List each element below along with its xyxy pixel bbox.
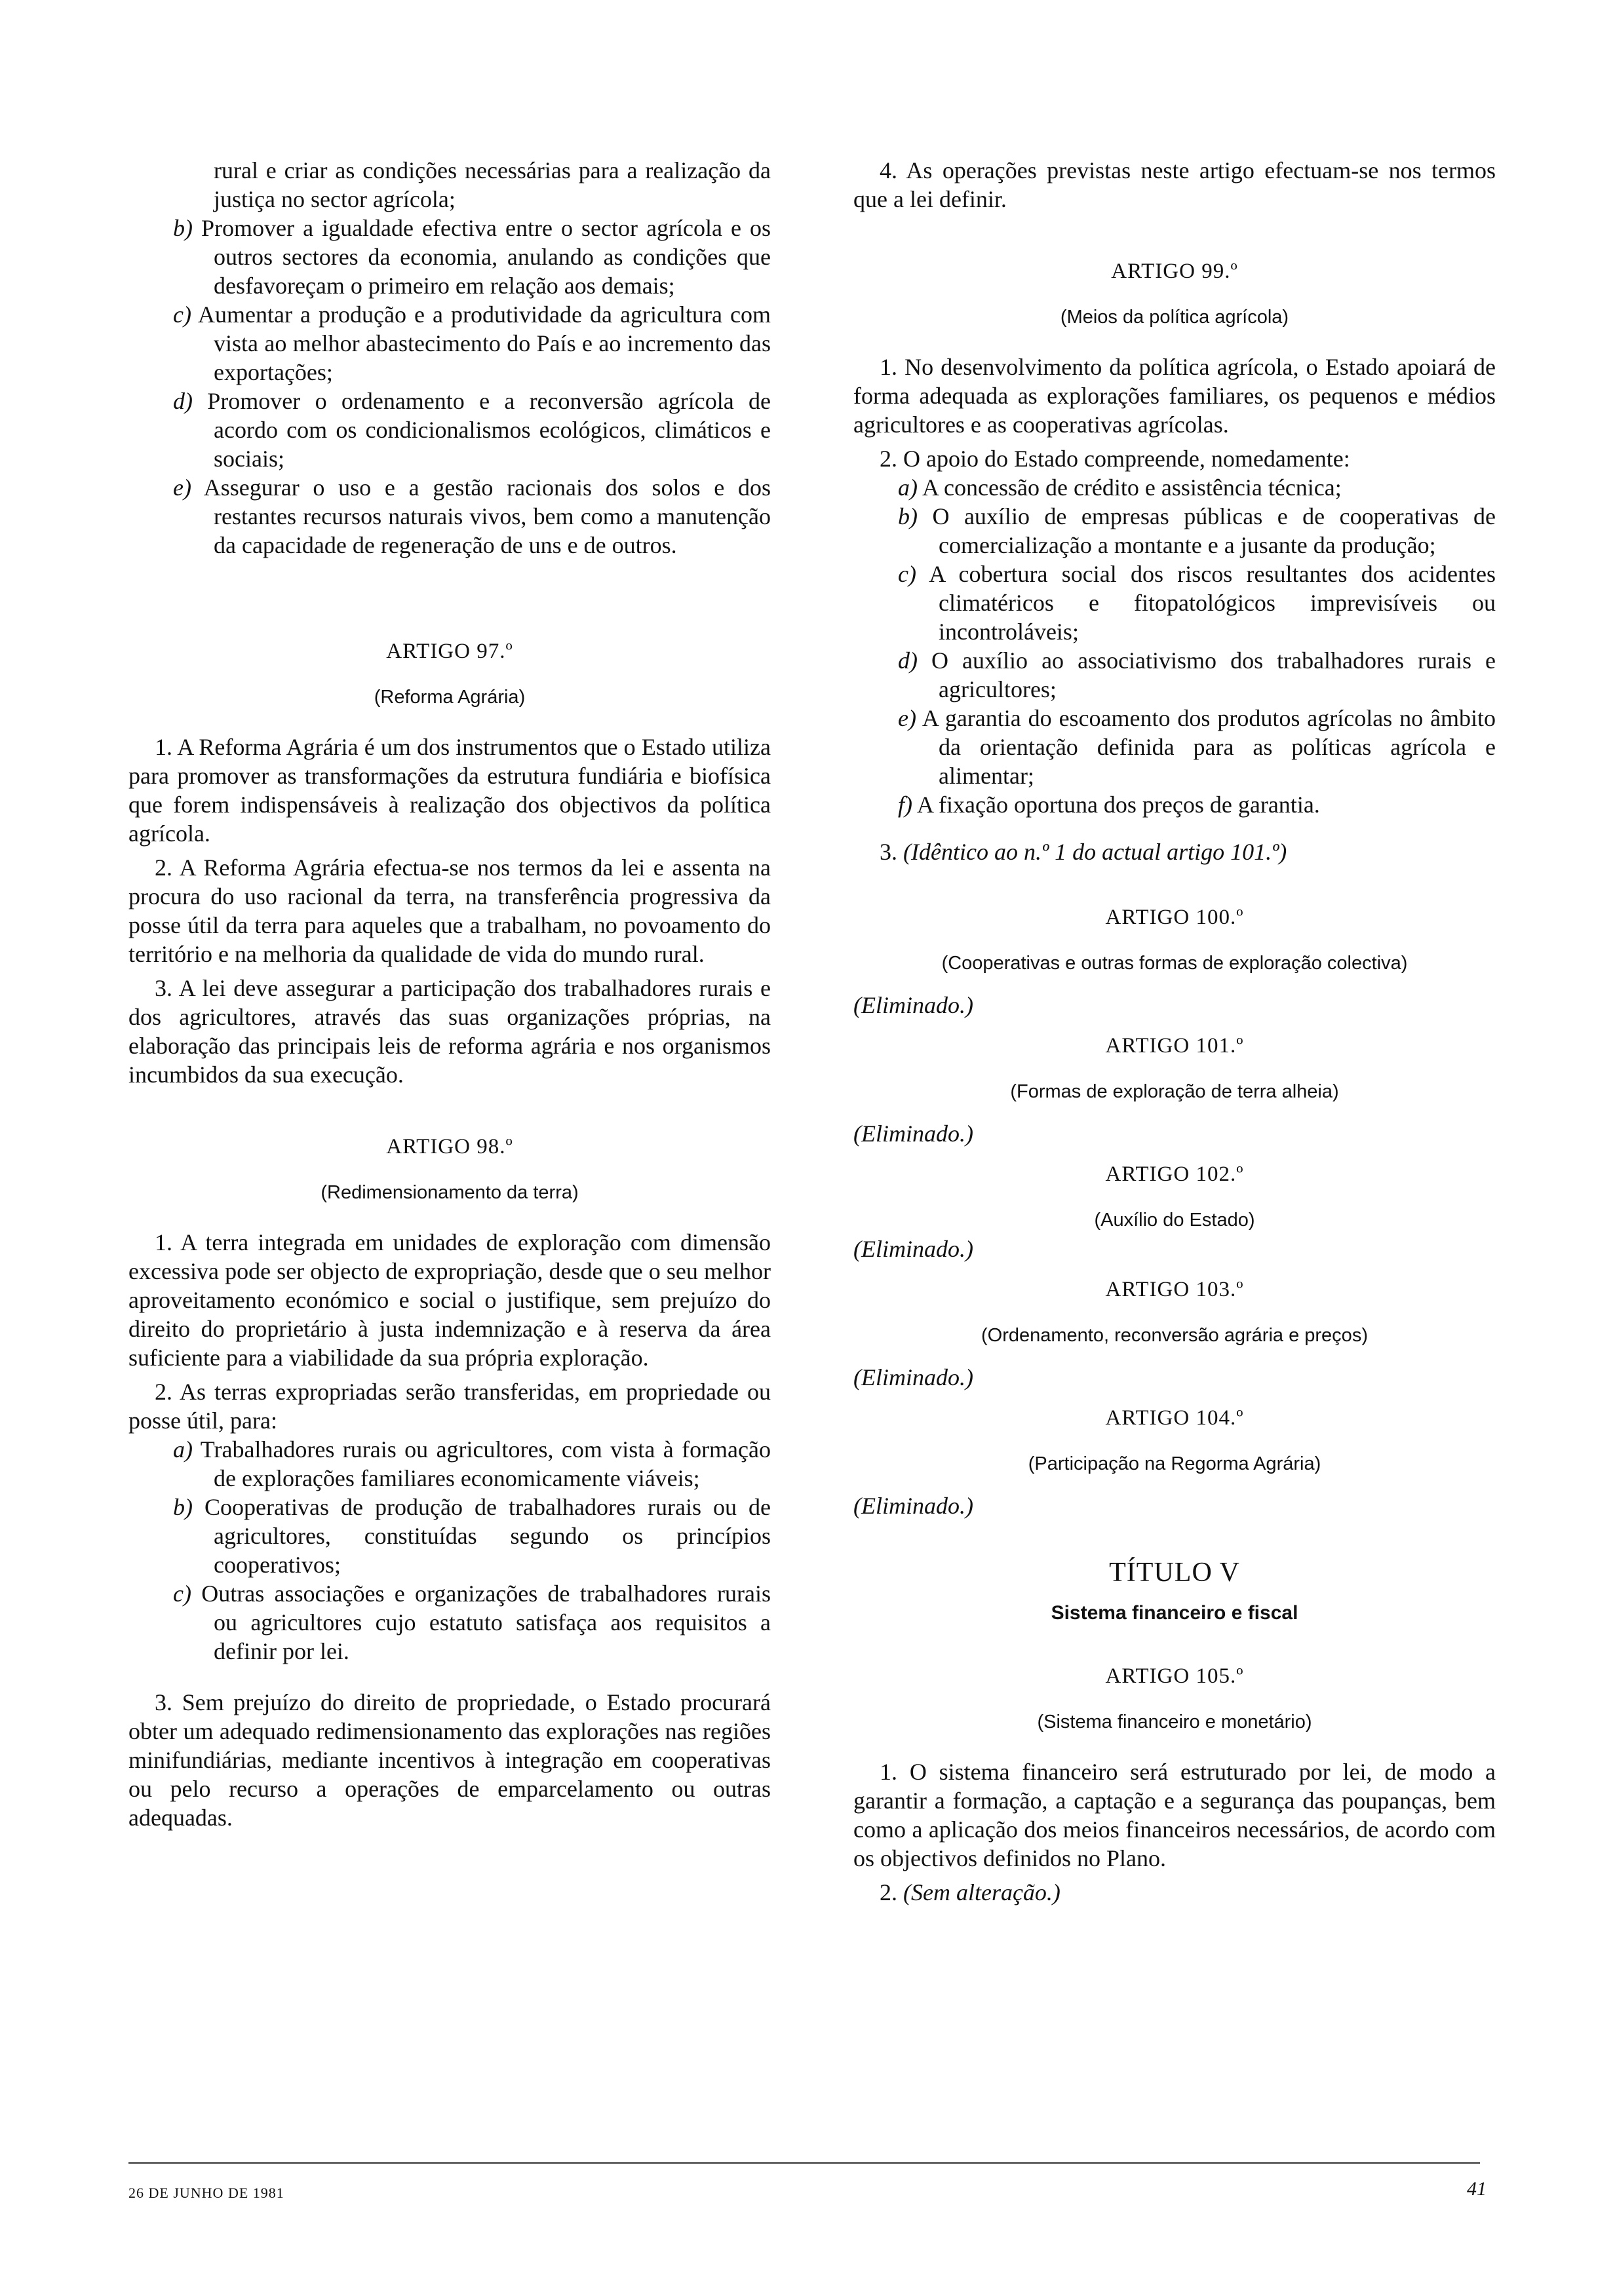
article-99-item-b: b) O auxílio de empresas públicas e de cooperativas de comercialização a montante e a jusante da produção; xyxy=(898,503,1496,558)
article-99-item-e: e) A garantia do escoamento dos produtos agrícolas no âmbito da orientação definida para as políticas agrícola e alimentar; xyxy=(898,705,1496,789)
article-99-subheading: (Meios da política agrícola) xyxy=(1060,307,1289,328)
article-104-subheading: (Participação na Regorma Agrária) xyxy=(1028,1453,1321,1474)
list-item-e: e) Assegurar o uso e a gestão racionais dos solos e dos restantes recursos naturais vivos, bem como a manutenção da capacidade de regeneração de uns e de outros. xyxy=(173,474,771,558)
article-105-subheading: (Sistema financeiro e monetário) xyxy=(1037,1712,1312,1732)
article-97-heading: ARTIGO 97.º xyxy=(386,640,513,663)
article-98-paragraph-1: 1. A terra integrada em unidades de exploração com dimensão excessiva pode ser objecto de expropriação, desde que o seu melhor aproveitamento económico e social o justifique, sem prejuízo do direito do proprietário à justa indemnização e à reserva da área suficiente para a viabilidade da sua própria exploração. xyxy=(128,1229,771,1371)
list-a-continuation: rural e criar as condições necessárias para a realização da justiça no sector agrícola; xyxy=(214,157,771,212)
footer-rule xyxy=(128,2162,1480,2164)
footer-date: 26 DE JUNHO DE 1981 xyxy=(128,2185,284,2201)
article-97-paragraph-3: 3. A lei deve assegurar a participação dos trabalhadores rurais e dos agricultores, através das suas organizações próprias, na elaboração das principais leis de reforma agrária e nos organismos incumbidos da sua execução. xyxy=(128,975,771,1088)
article-105-heading: ARTIGO 105.º xyxy=(1105,1664,1244,1688)
article-102-subheading: (Auxílio do Estado) xyxy=(1094,1210,1255,1231)
article-99-paragraph-2: 2. O apoio do Estado compreende, nomedamente: xyxy=(880,446,1350,472)
article-103-status: (Eliminado.) xyxy=(853,1364,973,1390)
article-104-status: (Eliminado.) xyxy=(853,1493,973,1519)
article-98-subheading: (Redimensionamento da terra) xyxy=(321,1182,579,1203)
right-column xyxy=(853,156,1496,1907)
article-99-heading: ARTIGO 99.º xyxy=(1111,259,1238,283)
article-104-heading: ARTIGO 104.º xyxy=(1105,1406,1244,1430)
article-100-heading: ARTIGO 100.º xyxy=(1105,906,1244,929)
article-97-paragraph-2: 2. A Reforma Agrária efectua-se nos termos da lei e assenta na procura do uso racional da terra, na transferência progressiva da posse útil da terra para aqueles que a trabalham, no povoamento do território e na melhoria da qualidade de vida do mundo rural. xyxy=(128,854,771,967)
article-98-item-c: c) Outras associações e organizações de trabalhadores rurais ou agricultores cujo estatuto satisfaça aos requisitos a definir por lei. xyxy=(173,1580,771,1664)
article-103-heading: ARTIGO 103.º xyxy=(1105,1278,1244,1301)
article-103-subheading: (Ordenamento, reconversão agrária e preços) xyxy=(981,1325,1368,1346)
article-99-item-a: a) A concessão de crédito e assistência técnica; xyxy=(898,474,1342,501)
article-99-item-d: d) O auxílio ao associativismo dos trabalhadores rurais e agricultores; xyxy=(898,647,1496,702)
article-101-status: (Eliminado.) xyxy=(853,1120,973,1147)
title-v-subtitle: Sistema financeiro e fiscal xyxy=(1051,1602,1298,1624)
article-101-heading: ARTIGO 101.º xyxy=(1105,1034,1244,1058)
article-98-item-b: b) Cooperativas de produção de trabalhadores rurais ou de agricultores, constituídas segundo os princípios cooperativos; xyxy=(173,1494,771,1578)
article-100-status: (Eliminado.) xyxy=(853,992,973,1018)
list-item-d: d) Promover o ordenamento e a reconversão agrícola de acordo com os condicionalismos ecológicos, climáticos e sociais; xyxy=(173,388,771,472)
article-97-paragraph-1: 1. A Reforma Agrária é um dos instrumentos que o Estado utiliza para promover as transformações da estrutura fundiária e biofísica que forem indispensáveis à realização dos objectivos da política agrícola. xyxy=(128,734,771,847)
title-v: TÍTULO V xyxy=(1109,1558,1240,1588)
article-98-heading: ARTIGO 98.º xyxy=(386,1135,513,1158)
article-99-item-f: f) A fixação oportuna dos preços de garantia. xyxy=(898,792,1320,818)
list-item-c: c) Aumentar a produção e a produtividade da agricultura com vista ao melhor abastecimento do País e ao incremento das exportações; xyxy=(173,301,771,385)
article-105-paragraph-2: 2. (Sem alteração.) xyxy=(880,1879,1060,1905)
article-98-paragraph-2: 2. As terras expropriadas serão transferidas, em propriedade ou posse útil, para: xyxy=(128,1379,771,1434)
article-99-paragraph-1: 1. No desenvolvimento da política agrícola, o Estado apoiará de forma adequada as explorações familiares, os pequenos e médios agricultores e as cooperativas agrícolas. xyxy=(853,354,1496,438)
article-102-status: (Eliminado.) xyxy=(853,1236,973,1262)
article-99-paragraph-3: 3. (Idêntico ao n.º 1 do actual artigo 101.º) xyxy=(880,839,1287,865)
article-102-heading: ARTIGO 102.º xyxy=(1105,1162,1244,1186)
article-98-paragraph-4: 4. As operações previstas neste artigo efectuam-se nos termos que a lei definir. xyxy=(853,157,1496,212)
article-97-subheading: (Reforma Agrária) xyxy=(374,687,526,708)
article-98-paragraph-3: 3. Sem prejuízo do direito de propriedade, o Estado procurará obter um adequado redimensionamento das explorações nas regiões minifundiárias, mediante incentivos à integração em cooperativas ou pelo recurso a operações de emparcelamento ou outras adequadas. xyxy=(128,1689,771,1831)
article-98-item-a: a) Trabalhadores rurais ou agricultores, com vista à formação de explorações familiares economicamente viáveis; xyxy=(173,1436,771,1491)
page-number: 41 xyxy=(1467,2178,1487,2200)
article-105-paragraph-1: 1. O sistema financeiro será estruturado por lei, de modo a garantir a formação, a captação e a segurança das poupanças, bem como a aplicação dos meios financeiros necessários, de acordo com os objectivos definidos no Plano. xyxy=(853,1759,1496,1871)
left-column xyxy=(128,156,771,1832)
article-99-item-c: c) A cobertura social dos riscos resultantes dos acidentes climatéricos e fitopatológicos imprevisíveis ou incontroláveis; xyxy=(898,561,1496,645)
article-101-subheading: (Formas de exploração de terra alheia) xyxy=(1010,1081,1339,1102)
article-100-subheading: (Cooperativas e outras formas de exploração colectiva) xyxy=(941,953,1408,974)
list-item-b: b) Promover a igualdade efectiva entre o sector agrícola e os outros sectores da economia, anulando as condições que desfavoreçam o primeiro em relação aos demais; xyxy=(173,215,771,299)
